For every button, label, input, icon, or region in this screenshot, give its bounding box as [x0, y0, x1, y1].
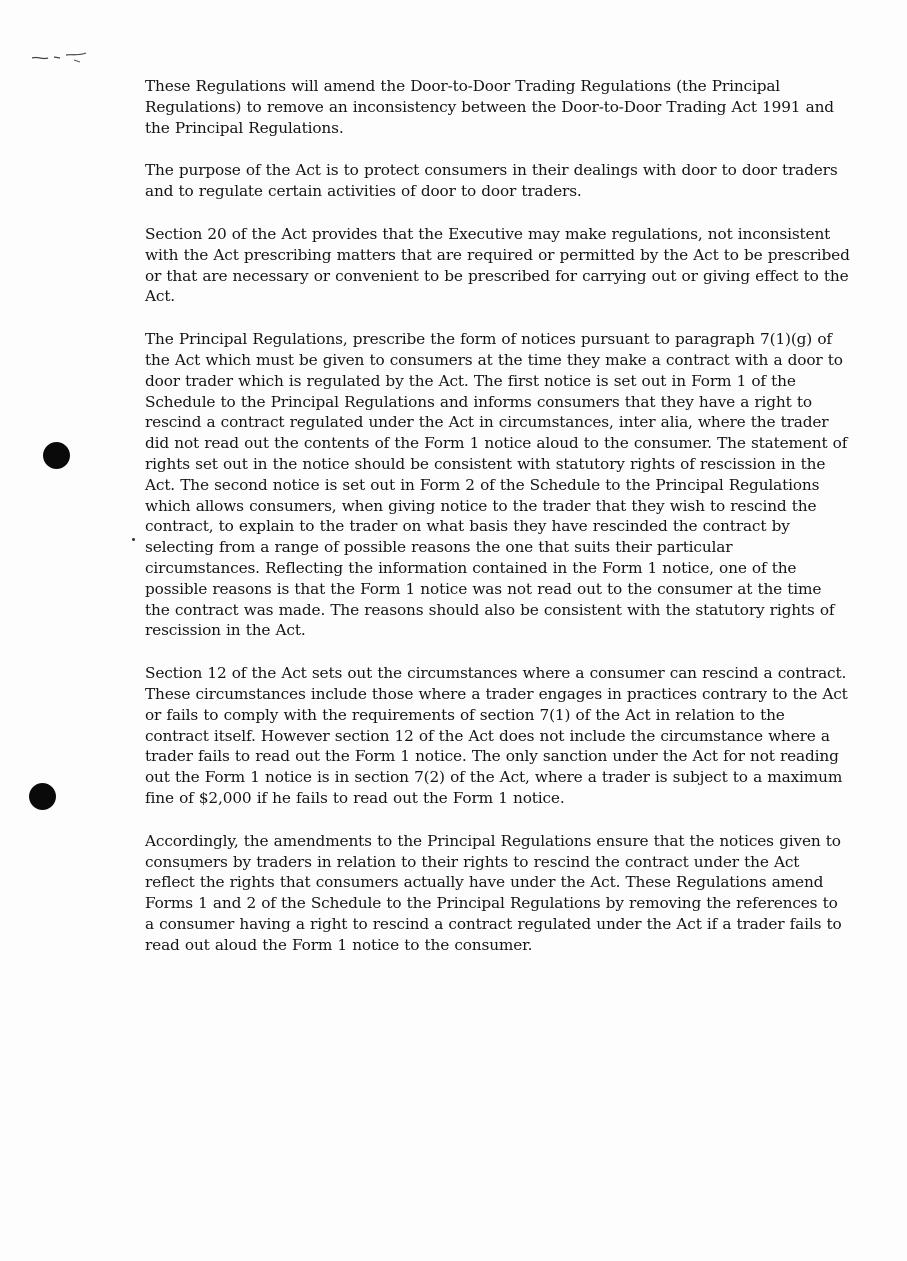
scan-speck [132, 538, 135, 541]
paragraph-principal-regulations: The Principal Regulations, prescribe the form of notices pursuant to paragraph 7(1)(g) of the Act which must be given to consumers at the time they make a contract with a door to door trader which is regulated by the Act. The first notice is set out in Form 1 of the Schedule to the Principal Regulations and informs consumers that they have a right to rescind a contract regulated under the Act in circumstances, inter alia, where the trader did not read out the contents of the Form 1 notice aloud to the consumer. The statement of rights set out in the notice should be consistent with statutory rights of rescission in the Act. The second notice is set out in Form 2 of the Schedule to the Principal Regulations which allows consumers, when giving notice to the trader that they wish to rescind the contract, to explain to the trader on what basis they have rescinded the contract by selecting from a range of possible reasons the one that suits their particular circumstances. Reflecting the information contained in the Form 1 notice, one of the possible reasons is that the Form 1 notice was not read out to the consumer at the time the contract was made. The reasons should also be consistent with the statutory rights of rescission in the Act. [145, 330, 848, 640]
paragraph-purpose: The purpose of the Act is to protect consumers in their dealings with door to door traders and to regulate certain activities of door to door traders. [145, 161, 838, 201]
scan-artifact-mark [30, 50, 92, 68]
paragraph-accordingly: Accordingly, the amendments to the Principal Regulations ensure that the notices given to consumers by traders in relation to their rights to rescind the contract under the Act reflect the rights that consumers actually have under the Act. These Regulations amend Forms 1 and 2 of the Schedule to the Principal Regulations by removing the references to a consumer having a right to rescind a contract regulated under the Act if a trader fails to read out aloud the Form 1 notice to the consumer. [145, 831, 842, 954]
punch-hole-bottom [29, 783, 56, 810]
document-body [145, 76, 850, 977]
paragraph-intro: These Regulations will amend the Door-to-Door Trading Regulations (the Principal Regulations) to remove an inconsistency between the Door-to-Door Trading Act 1991 and the Principal Regulations. [145, 77, 834, 137]
paragraph-section-20: Section 20 of the Act provides that the Executive may make regulations, not inconsistent with the Act prescribing matters that are required or permitted by the Act to be prescribed or that are necessary or convenient to be prescribed for carrying out or giving effect to the Act. [145, 224, 850, 306]
paragraph-section-12: Section 12 of the Act sets out the circumstances where a consumer can rescind a contract. These circumstances include those where a trader engages in practices contrary to the Act or fails to comply with the requirements of section 7(1) of the Act in relation to the contract itself. However section 12 of the Act does not include the circumstance where a trader fails to read out the Form 1 notice. The only sanction under the Act for not reading out the Form 1 notice is in section 7(2) of the Act, where a trader is subject to a maximum fine of $2,000 if he fails to read out the Form 1 notice. [145, 664, 848, 807]
punch-hole-top [43, 442, 70, 469]
